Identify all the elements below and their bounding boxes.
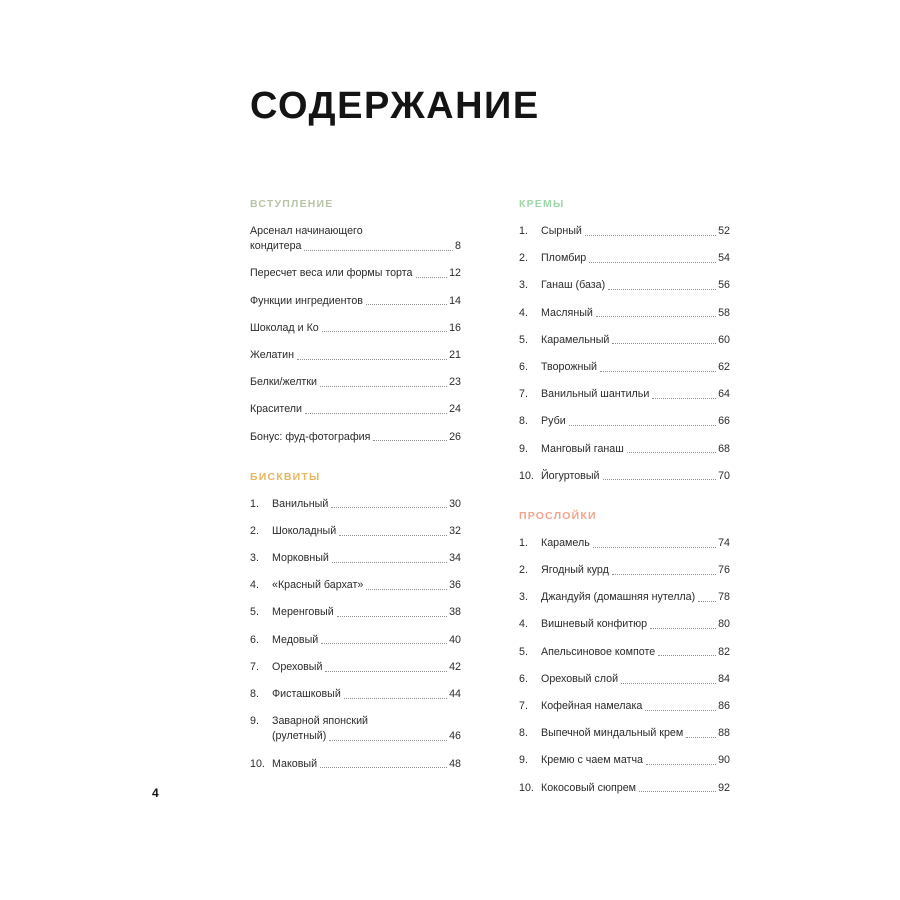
- toc-entry-page: 34: [449, 552, 461, 565]
- toc-entry[interactable]: [250, 497, 461, 512]
- toc-leader-dots: [416, 276, 448, 278]
- toc-section-heading: ПРОСЛОЙКИ: [519, 509, 597, 522]
- toc-entry-body: [272, 524, 461, 539]
- toc-entry-body: [250, 266, 461, 281]
- toc-entry-body: [541, 672, 730, 687]
- toc-entry-body: [272, 497, 461, 512]
- toc-entry-label: Маковый: [272, 757, 318, 770]
- toc-entry-number: 7.: [250, 660, 259, 673]
- toc-entry-body: [541, 306, 730, 321]
- toc-entry[interactable]: [519, 753, 730, 768]
- toc-entry-body: [541, 699, 730, 714]
- toc-entry-body: [272, 660, 461, 675]
- toc-entry[interactable]: [250, 714, 461, 744]
- toc-entry-list: [250, 497, 461, 772]
- toc-section-heading: БИСКВИТЫ: [250, 470, 321, 483]
- toc-entry-number: 8.: [519, 415, 528, 428]
- toc-leader-dots: [589, 261, 716, 263]
- toc-entry-number: 2.: [250, 524, 259, 537]
- toc-entry-label: Ганаш (база): [541, 279, 606, 292]
- toc-entry-body: [541, 469, 730, 484]
- toc-entry-label: Ореховый слой: [541, 672, 619, 685]
- toc-entry-label: Творожный: [541, 360, 598, 373]
- toc-entry-label: Руби: [541, 415, 566, 428]
- toc-entry-body: [272, 605, 461, 620]
- toc-entry[interactable]: [519, 360, 730, 375]
- toc-entry[interactable]: [250, 430, 461, 445]
- toc-leader-dots: [650, 627, 716, 629]
- toc-entry-label: Кокосовый сюпрем: [541, 781, 636, 794]
- toc-entry-page: 84: [718, 672, 730, 685]
- toc-leader-dots: [320, 766, 447, 768]
- toc-entry[interactable]: [250, 551, 461, 566]
- toc-entry-label: Манговый ганаш: [541, 442, 624, 455]
- toc-leader-dots: [339, 534, 447, 536]
- toc-entry-number: 5.: [519, 333, 528, 346]
- toc-entry-number: 2.: [519, 252, 528, 265]
- toc-entry-page: 86: [718, 700, 730, 712]
- toc-section-heading: ВСТУПЛЕНИЕ: [250, 198, 334, 210]
- toc-entry-body: [272, 633, 461, 648]
- toc-entry-page: 90: [718, 754, 730, 767]
- toc-entry-label: Пломбир: [541, 252, 587, 265]
- toc-entry-page: 56: [718, 279, 730, 292]
- toc-leader-dots: [621, 682, 716, 684]
- toc-entry-number: 9.: [519, 442, 528, 455]
- toc-entry[interactable]: [250, 605, 461, 620]
- toc-entry-label: Джандуйя (домашняя нутелла): [541, 591, 696, 604]
- toc-entry-page: 42: [449, 660, 461, 673]
- toc-entry-body: [250, 430, 461, 445]
- toc-entry[interactable]: [519, 442, 730, 457]
- toc-entry[interactable]: [250, 266, 461, 281]
- toc-entry-body: [541, 442, 730, 457]
- toc-entry[interactable]: [250, 294, 461, 309]
- toc-leader-dots: [297, 358, 447, 360]
- toc-entry-page: 62: [718, 360, 730, 373]
- toc-entry-number: 1.: [519, 225, 528, 237]
- toc-entry-number: 3.: [519, 591, 528, 604]
- toc-entry-label: Бонус: фуд-фотография: [250, 430, 371, 443]
- toc-entry-number: 10.: [519, 781, 534, 794]
- toc-entry-label: Заварной японский: [272, 715, 369, 728]
- toc-entry-list: [519, 224, 730, 484]
- toc-entry-page: 66: [718, 415, 730, 428]
- toc-leader-dots: [596, 315, 716, 317]
- toc-leader-dots: [332, 561, 447, 563]
- toc-leader-dots: [686, 736, 716, 738]
- toc-entry-label: Белки/желтки: [250, 376, 317, 389]
- toc-entry-page: 58: [718, 306, 730, 319]
- toc-entry-number: 4.: [250, 579, 259, 592]
- toc-section: [519, 510, 730, 796]
- toc-entry[interactable]: [250, 375, 461, 390]
- toc-entry[interactable]: [519, 306, 730, 321]
- toc-entry-label: Медовый: [272, 633, 319, 646]
- toc-entry-label: Апельсиновое компоте: [541, 645, 656, 658]
- toc-leader-dots: [612, 573, 716, 575]
- toc-entry-page: 8: [455, 240, 461, 253]
- page-title: СОДЕРЖАНИЕ: [250, 85, 540, 127]
- toc-entry-page: 88: [718, 727, 730, 740]
- toc-entry-page: 60: [718, 333, 730, 346]
- toc-section: [250, 198, 461, 445]
- toc-entry-second-line: [250, 239, 461, 254]
- toc-entry[interactable]: [250, 348, 461, 363]
- toc-leader-dots: [305, 412, 447, 414]
- toc-entry-page: 30: [449, 497, 461, 510]
- toc-leader-dots: [608, 288, 716, 290]
- toc-entry[interactable]: [250, 660, 461, 675]
- toc-entry-body: [272, 757, 461, 772]
- toc-entry-number: 7.: [519, 700, 528, 712]
- toc-leader-dots: [325, 670, 447, 672]
- toc-entry-label: Меренговый: [272, 606, 334, 619]
- toc-entry-page: 48: [449, 757, 461, 770]
- toc-leader-dots: [373, 439, 447, 441]
- toc-entry-number: 4.: [519, 306, 528, 319]
- toc-leader-dots: [600, 370, 716, 372]
- toc-entry-label: Фисташковый: [272, 688, 341, 700]
- toc-entry-number: 10.: [250, 757, 265, 770]
- toc-section: [250, 471, 461, 772]
- toc-entry-number: 9.: [250, 715, 259, 728]
- toc-entry-page: 14: [449, 294, 461, 307]
- toc-entry-number: 5.: [519, 645, 528, 658]
- toc-entry-body: [541, 617, 730, 632]
- toc-entry-number: 10.: [519, 469, 534, 482]
- toc-entry[interactable]: [519, 781, 730, 796]
- toc-entry[interactable]: [519, 387, 730, 402]
- toc-leader-dots: [593, 546, 716, 548]
- toc-leader-dots: [331, 506, 447, 508]
- toc-entry-page: 78: [718, 591, 730, 604]
- toc-leader-dots: [646, 763, 716, 765]
- toc-entry-number: 1.: [250, 497, 259, 510]
- toc-leader-dots: [698, 600, 716, 602]
- toc-columns: [250, 198, 730, 808]
- toc-leader-dots: [569, 424, 716, 426]
- toc-entry-number: 5.: [250, 606, 259, 619]
- toc-leader-dots: [627, 451, 716, 453]
- toc-entry-second-line: [272, 729, 461, 744]
- toc-entry-page: 44: [449, 688, 461, 700]
- toc-entry-page: 76: [718, 564, 730, 577]
- toc-entry-label: Арсенал начинающего: [250, 225, 363, 237]
- toc-leader-dots: [366, 303, 447, 305]
- toc-entry-label: Шоколад и Ко: [250, 321, 319, 334]
- toc-entry-label: Пересчет веса или формы торта: [250, 267, 413, 280]
- toc-entry-body: [272, 714, 461, 744]
- toc-entry-page: 52: [718, 225, 730, 237]
- folio-page-number: 4: [152, 786, 159, 800]
- toc-entry-page: 64: [718, 388, 730, 401]
- toc-leader-dots: [344, 697, 447, 699]
- toc-entry-label: Выпечной миндальный крем: [541, 727, 684, 740]
- toc-entry-number: 6.: [250, 633, 259, 646]
- toc-entry-body: [272, 687, 461, 702]
- toc-entry-number: 3.: [250, 552, 259, 565]
- toc-entry-page: 26: [449, 430, 461, 443]
- toc-entry[interactable]: [519, 251, 730, 266]
- toc-entry-label: Желатин: [250, 348, 295, 361]
- toc-entry-label: Красители: [250, 403, 302, 416]
- toc-entry-body: [250, 321, 461, 336]
- toc-leader-dots: [337, 615, 447, 617]
- toc-entry-label: Ореховый: [272, 660, 323, 673]
- toc-leader-dots: [652, 397, 716, 399]
- toc-leader-dots: [658, 654, 716, 656]
- toc-entry-body: [541, 278, 730, 293]
- toc-entry-body: [541, 414, 730, 429]
- toc-entry-page: 80: [718, 618, 730, 631]
- toc-entry-body: [272, 578, 461, 593]
- toc-entry[interactable]: [519, 563, 730, 578]
- toc-leader-dots: [366, 588, 447, 590]
- toc-entry-page: 46: [449, 730, 461, 743]
- toc-entry-body: [541, 645, 730, 660]
- toc-entry[interactable]: [250, 321, 461, 336]
- toc-leader-dots: [612, 342, 716, 344]
- toc-leader-dots: [320, 385, 447, 387]
- toc-entry-body: [541, 753, 730, 768]
- toc-entry-page: 92: [718, 781, 730, 794]
- toc-entry-page: 70: [718, 469, 730, 482]
- toc-entry[interactable]: [519, 278, 730, 293]
- toc-entry-label-continued: (рулетный): [272, 730, 327, 743]
- toc-entry-number: 6.: [519, 360, 528, 373]
- toc-entry[interactable]: [519, 224, 730, 239]
- toc-entry-label: Кофейная намелака: [541, 700, 643, 712]
- toc-entry-page: 36: [449, 579, 461, 592]
- toc-entry[interactable]: [519, 536, 730, 551]
- toc-entry-page: 54: [718, 252, 730, 265]
- toc-entry-number: 3.: [519, 279, 528, 292]
- toc-entry-number: 8.: [519, 727, 528, 740]
- toc-leader-dots: [639, 790, 716, 792]
- toc-entry-number: 2.: [519, 564, 528, 577]
- toc-entry-page: 16: [449, 321, 461, 334]
- toc-entry[interactable]: [519, 617, 730, 632]
- toc-entry[interactable]: [250, 402, 461, 417]
- toc-entry-body: [541, 590, 730, 605]
- toc-entry[interactable]: [519, 699, 730, 714]
- toc-entry[interactable]: [250, 224, 461, 254]
- toc-entry-label: Сырный: [541, 225, 582, 237]
- toc-entry-page: 23: [449, 376, 461, 389]
- toc-entry-label: Йогуртовый: [541, 469, 600, 482]
- toc-entry-list: [519, 536, 730, 796]
- toc-entry[interactable]: [250, 687, 461, 702]
- toc-entry-body: [541, 360, 730, 375]
- toc-entry-number: 7.: [519, 388, 528, 401]
- toc-entry-page: 32: [449, 524, 461, 537]
- toc-entry-page: 12: [449, 267, 461, 280]
- toc-entry[interactable]: [519, 672, 730, 687]
- toc-entry-label: Карамельный: [541, 333, 610, 346]
- toc-entry-page: 74: [718, 536, 730, 549]
- toc-entry-number: 4.: [519, 618, 528, 631]
- toc-entry-body: [250, 402, 461, 417]
- toc-entry[interactable]: [519, 333, 730, 348]
- toc-left-column: [250, 198, 461, 808]
- toc-entry[interactable]: [250, 524, 461, 539]
- toc-entry-label: Морковный: [272, 552, 329, 565]
- toc-entry[interactable]: [519, 469, 730, 484]
- toc-entry-body: [272, 551, 461, 566]
- toc-entry-label: Масляный: [541, 306, 593, 319]
- toc-entry[interactable]: [519, 414, 730, 429]
- toc-entry-body: [541, 387, 730, 402]
- toc-entry-label: Ванильный: [272, 497, 329, 510]
- toc-entry-page: 21: [449, 348, 461, 361]
- toc-entry-page: 38: [449, 606, 461, 619]
- toc-entry-number: 8.: [250, 688, 259, 700]
- toc-entry[interactable]: [250, 757, 461, 772]
- toc-entry-label: Карамель: [541, 536, 590, 549]
- toc-leader-dots: [304, 249, 453, 251]
- toc-entry-label-continued: кондитера: [250, 240, 302, 253]
- toc-entry-body: [541, 781, 730, 796]
- toc-entry-label: «Красный бархат»: [272, 579, 364, 592]
- toc-entry-page: 40: [449, 633, 461, 646]
- toc-entry[interactable]: [519, 590, 730, 605]
- toc-entry-number: 9.: [519, 754, 528, 767]
- toc-entry-label: Ягодный курд: [541, 564, 609, 577]
- toc-entry-body: [541, 333, 730, 348]
- toc-entry-label: Шоколадный: [272, 524, 337, 537]
- toc-entry-number: 6.: [519, 672, 528, 685]
- toc-leader-dots: [322, 330, 447, 332]
- toc-entry-label: Вишневый конфитюр: [541, 618, 648, 631]
- toc-entry-body: [541, 536, 730, 551]
- toc-entry-body: [541, 224, 730, 239]
- toc-entry-body: [541, 563, 730, 578]
- toc-entry-page: 82: [718, 645, 730, 658]
- toc-entry-body: [250, 294, 461, 309]
- toc-entry-body: [541, 251, 730, 266]
- toc-entry-body: [541, 726, 730, 741]
- toc-leader-dots: [329, 739, 447, 741]
- toc-entry-list: [250, 224, 461, 445]
- toc-entry-page: 68: [718, 442, 730, 455]
- toc-right-column: [519, 198, 730, 808]
- toc-entry-label: Кремю с чаем матча: [541, 754, 643, 767]
- toc-leader-dots: [603, 478, 717, 480]
- toc-leader-dots: [645, 709, 716, 711]
- toc-section-heading: КРЕМЫ: [519, 198, 565, 210]
- toc-entry[interactable]: [519, 645, 730, 660]
- toc-entry[interactable]: [519, 726, 730, 741]
- toc-entry[interactable]: [250, 578, 461, 593]
- toc-leader-dots: [585, 234, 716, 236]
- toc-entry[interactable]: [250, 633, 461, 648]
- toc-leader-dots: [321, 642, 447, 644]
- toc-entry-body: [250, 224, 461, 254]
- toc-entry-label: Функции ингредиентов: [250, 294, 363, 307]
- toc-section: [519, 198, 730, 484]
- toc-entry-label: Ванильный шантильи: [541, 388, 650, 401]
- toc-entry-number: 1.: [519, 536, 528, 549]
- toc-entry-body: [250, 348, 461, 363]
- toc-entry-page: 24: [449, 403, 461, 416]
- toc-entry-body: [250, 375, 461, 390]
